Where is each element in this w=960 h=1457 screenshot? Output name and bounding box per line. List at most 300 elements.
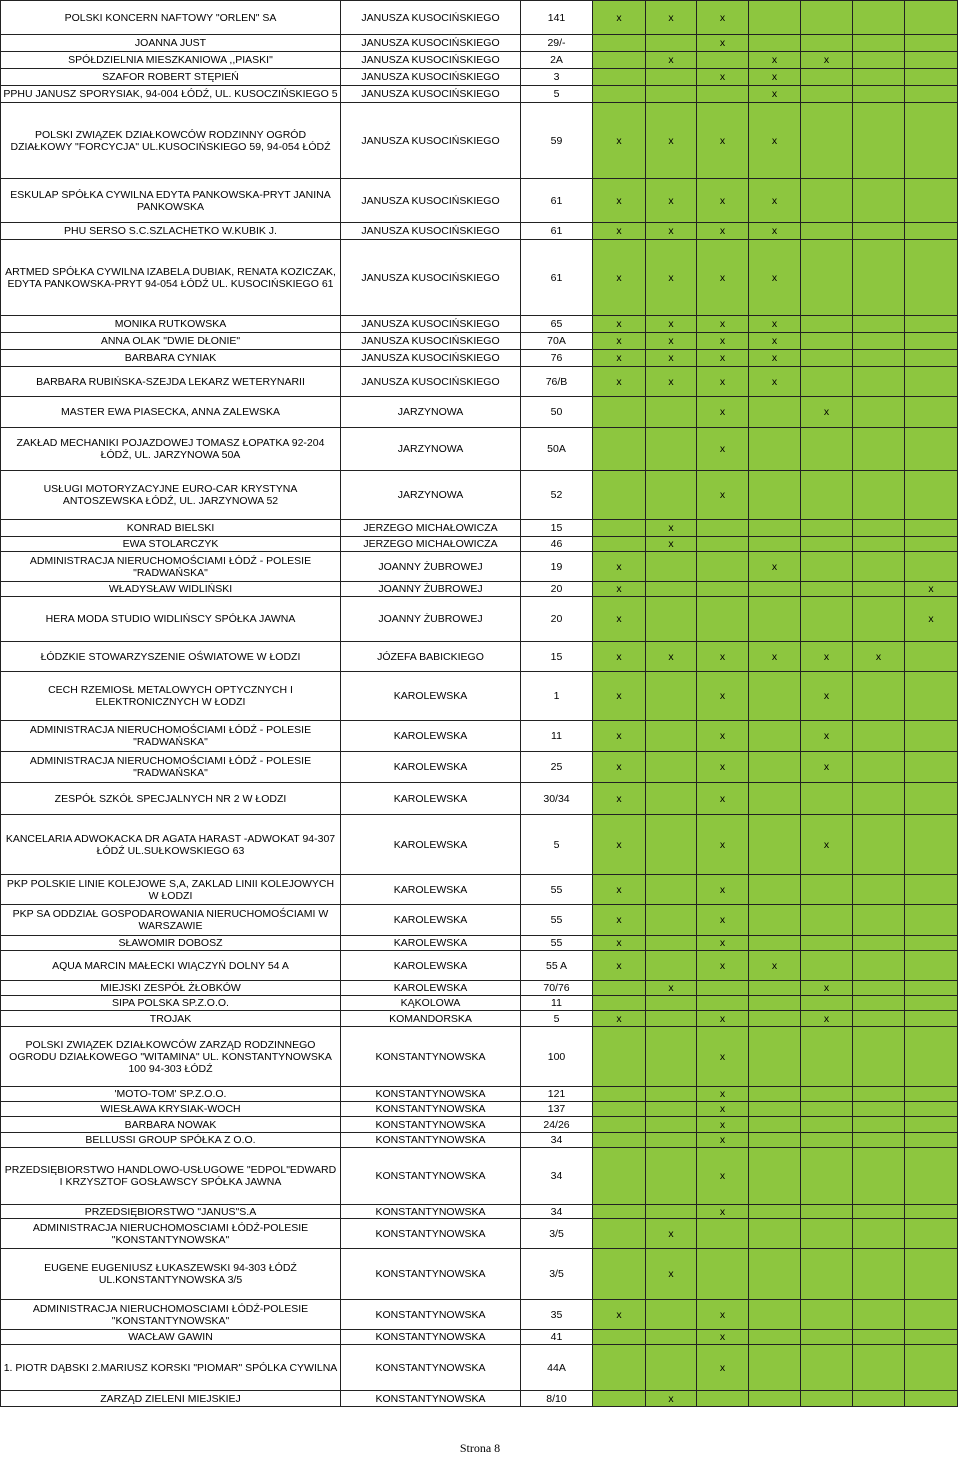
mark-cell (853, 367, 905, 397)
mark-cell (697, 537, 749, 552)
mark-cell (801, 1087, 853, 1102)
mark-cell: x (593, 179, 646, 223)
street-cell: KĄKOLOWA (341, 996, 521, 1011)
mark-cell (905, 1219, 958, 1249)
mark-cell (905, 537, 958, 552)
mark-cell (801, 240, 853, 316)
house-number-cell: 34 (521, 1205, 593, 1219)
table-row (1, 981, 958, 996)
entity-name-cell: PKP POLSKIE LINIE KOLEJOWE S,A, ZAKLAD LINII KOLEJOWYCH W ŁODZI (1, 875, 341, 905)
mark-cell (801, 1345, 853, 1391)
mark-cell: x (697, 1027, 749, 1087)
mark-cell (853, 350, 905, 367)
mark-cell (593, 520, 646, 537)
mark-cell (801, 367, 853, 397)
mark-cell (801, 316, 853, 333)
mark-cell (905, 815, 958, 875)
mark-cell (801, 1148, 853, 1205)
mark-cell: x (801, 672, 853, 721)
mark-cell (801, 428, 853, 471)
mark-cell (646, 1205, 697, 1219)
mark-cell (749, 1345, 801, 1391)
entity-name-cell: EUGENE EUGENIUSZ ŁUKASZEWSKI 94-303 ŁÓDŹ UL.KONSTANTYNOWSKA 3/5 (1, 1249, 341, 1300)
house-number-cell: 70A (521, 333, 593, 350)
table-row (1, 1148, 958, 1205)
mark-cell (801, 905, 853, 936)
mark-cell (593, 1087, 646, 1102)
mark-cell: x (801, 721, 853, 752)
mark-cell: x (593, 936, 646, 951)
mark-cell (853, 103, 905, 179)
mark-cell (801, 996, 853, 1011)
mark-cell (749, 1027, 801, 1087)
mark-cell (905, 1027, 958, 1087)
mark-cell (593, 471, 646, 520)
mark-cell (905, 240, 958, 316)
house-number-cell: 65 (521, 316, 593, 333)
mark-cell: x (646, 367, 697, 397)
mark-cell (749, 1102, 801, 1117)
entity-name-cell: ZAKŁAD MECHANIKI POJAZDOWEJ TOMASZ ŁOPATKA 92-204 ŁÓDŹ, UL. JARZYNOWA 50A (1, 428, 341, 471)
mark-cell (801, 1133, 853, 1148)
mark-cell: x (593, 103, 646, 179)
mark-cell (749, 905, 801, 936)
mark-cell (593, 52, 646, 69)
mark-cell: x (749, 223, 801, 240)
mark-cell (749, 428, 801, 471)
mark-cell: x (749, 316, 801, 333)
mark-cell (801, 1249, 853, 1300)
house-number-cell: 44A (521, 1345, 593, 1391)
house-number-cell: 15 (521, 642, 593, 672)
street-cell: JANUSZA KUSOCIŃSKIEGO (341, 52, 521, 69)
house-number-cell: 30/34 (521, 783, 593, 815)
mark-cell: x (749, 333, 801, 350)
mark-cell (853, 721, 905, 752)
mark-cell (905, 1117, 958, 1133)
street-cell: KOMANDORSKA (341, 1011, 521, 1027)
mark-cell (853, 783, 905, 815)
mark-cell (801, 223, 853, 240)
mark-cell (905, 471, 958, 520)
mark-cell: x (697, 1133, 749, 1148)
table-row (1, 537, 958, 552)
mark-cell (749, 597, 801, 642)
mark-cell: x (646, 179, 697, 223)
mark-cell (853, 333, 905, 350)
mark-cell (801, 86, 853, 103)
mark-cell (749, 996, 801, 1011)
street-cell: KAROLEWSKA (341, 815, 521, 875)
mark-cell: x (697, 69, 749, 86)
street-cell: JANUSZA KUSOCIŃSKIEGO (341, 316, 521, 333)
mark-cell (905, 752, 958, 783)
mark-cell: x (697, 1345, 749, 1391)
table-row (1, 783, 958, 815)
house-number-cell: 50 (521, 397, 593, 428)
mark-cell: x (801, 52, 853, 69)
entity-name-cell: SPÓŁDZIELNIA MIESZKANIOWA ,,PIASKI" (1, 52, 341, 69)
mark-cell (749, 1330, 801, 1345)
entity-name-cell: POLSKI ZWIĄZEK DZIAŁKOWCÓW ZARZĄD RODZINNEGO OGRODU DZIAŁKOWEGO "WITAMINA" UL. KONSTANTYNOWSKA 100 94-303 ŁÓDŹ (1, 1027, 341, 1087)
table-row (1, 996, 958, 1011)
mark-cell: x (801, 642, 853, 672)
mark-cell: x (749, 103, 801, 179)
mark-cell (853, 240, 905, 316)
street-cell: KONSTANTYNOWSKA (341, 1219, 521, 1249)
street-cell: JANUSZA KUSOCIŃSKIEGO (341, 350, 521, 367)
entity-name-cell: EWA STOLARCZYK (1, 537, 341, 552)
mark-cell (593, 1133, 646, 1148)
entity-name-cell: ŁÓDZKIE STOWARZYSZENIE OŚWIATOWE W ŁODZI (1, 642, 341, 672)
house-number-cell: 55 (521, 905, 593, 936)
mark-cell (646, 1027, 697, 1087)
mark-cell (905, 552, 958, 582)
mark-cell (905, 936, 958, 951)
street-cell: KONSTANTYNOWSKA (341, 1300, 521, 1330)
mark-cell: x (593, 752, 646, 783)
mark-cell: x (749, 552, 801, 582)
house-number-cell: 76 (521, 350, 593, 367)
house-number-cell: 20 (521, 582, 593, 597)
mark-cell (853, 1219, 905, 1249)
mark-cell (801, 1102, 853, 1117)
table-row (1, 1087, 958, 1102)
house-number-cell: 59 (521, 103, 593, 179)
mark-cell: x (853, 642, 905, 672)
table-row (1, 1011, 958, 1027)
mark-cell (905, 642, 958, 672)
mark-cell: x (646, 223, 697, 240)
entity-name-cell: ADMINISTRACJA NIERUCHOMOŚCIAMI ŁÓDŹ - POLESIE "RADWAŃSKA" (1, 721, 341, 752)
mark-cell (646, 815, 697, 875)
table-row (1, 597, 958, 642)
mark-cell (749, 721, 801, 752)
entity-name-cell: KONRAD BIELSKI (1, 520, 341, 537)
mark-cell (853, 1027, 905, 1087)
mark-cell: x (697, 471, 749, 520)
house-number-cell: 61 (521, 223, 593, 240)
table-row (1, 875, 958, 905)
mark-cell (646, 397, 697, 428)
mark-cell (801, 783, 853, 815)
street-cell: JANUSZA KUSOCIŃSKIEGO (341, 333, 521, 350)
entity-name-cell: ADMINISTRACJA NIERUCHOMOŚCIAMI ŁÓDŹ - POLESIE "RADWAŃSKA" (1, 752, 341, 783)
table-row (1, 721, 958, 752)
house-number-cell: 61 (521, 179, 593, 223)
entity-name-cell: WACŁAW GAWIN (1, 1330, 341, 1345)
house-number-cell: 55 (521, 875, 593, 905)
mark-cell (593, 428, 646, 471)
house-number-cell: 41 (521, 1330, 593, 1345)
mark-cell (801, 1391, 853, 1407)
mark-cell (905, 69, 958, 86)
mark-cell: x (593, 333, 646, 350)
table-row (1, 520, 958, 537)
mark-cell (853, 1117, 905, 1133)
house-number-cell: 5 (521, 1011, 593, 1027)
mark-cell: x (801, 815, 853, 875)
mark-cell (646, 721, 697, 752)
entity-name-cell: ADMINISTRACJA NIERUCHOMOSCIAMI ŁÓDŹ-POLESIE "KONSTANTYNOWSKA" (1, 1219, 341, 1249)
table-row (1, 367, 958, 397)
table-row (1, 86, 958, 103)
street-cell: JARZYNOWA (341, 397, 521, 428)
mark-cell (749, 1391, 801, 1407)
entity-name-cell: ARTMED SPÓŁKA CYWILNA IZABELA DUBIAK, RENATA KOZICZAK, EDYTA PANKOWSKA-PRYT 94-054 ŁÓDŹ UL. KUSOCIŃSKIEGO 61 (1, 240, 341, 316)
mark-cell: x (593, 721, 646, 752)
mark-cell: x (646, 1219, 697, 1249)
mark-cell (905, 333, 958, 350)
entity-name-cell: POLSKI ZWIĄZEK DZIAŁKOWCÓW RODZINNY OGRÓD DZIAŁKOWY "FORCYCJA" UL.KUSOCIŃSKIEGO 59, 94-054 ŁÓDŹ (1, 103, 341, 179)
entity-name-cell: TROJAK (1, 1011, 341, 1027)
house-number-cell: 5 (521, 815, 593, 875)
table-row (1, 1300, 958, 1330)
mark-cell (801, 350, 853, 367)
mark-cell (593, 1102, 646, 1117)
mark-cell (697, 981, 749, 996)
mark-cell (853, 69, 905, 86)
mark-cell: x (593, 223, 646, 240)
house-number-cell: 137 (521, 1102, 593, 1117)
mark-cell (646, 1300, 697, 1330)
table-row (1, 936, 958, 951)
table-row (1, 397, 958, 428)
entity-name-cell: JOANNA JUST (1, 35, 341, 52)
mark-cell (905, 996, 958, 1011)
mark-cell (646, 1011, 697, 1027)
mark-cell (646, 672, 697, 721)
mark-cell: x (697, 1011, 749, 1027)
mark-cell (646, 1117, 697, 1133)
table-row (1, 815, 958, 875)
mark-cell: x (593, 1300, 646, 1330)
mark-cell: x (697, 1148, 749, 1205)
mark-cell (853, 672, 905, 721)
mark-cell (646, 905, 697, 936)
mark-cell (905, 905, 958, 936)
mark-cell (646, 1345, 697, 1391)
entity-name-cell: WŁADYSŁAW WIDLIŃSKI (1, 582, 341, 597)
street-cell: JARZYNOWA (341, 471, 521, 520)
mark-cell: x (905, 582, 958, 597)
entity-name-cell: SZAFOR ROBERT STĘPIEŃ (1, 69, 341, 86)
mark-cell (646, 471, 697, 520)
table-row (1, 428, 958, 471)
mark-cell (801, 35, 853, 52)
mark-cell (801, 552, 853, 582)
mark-cell (905, 875, 958, 905)
street-cell: JANUSZA KUSOCIŃSKIEGO (341, 223, 521, 240)
mark-cell: x (593, 815, 646, 875)
mark-cell (853, 936, 905, 951)
mark-cell (801, 1205, 853, 1219)
mark-cell (749, 875, 801, 905)
mark-cell (749, 1249, 801, 1300)
house-number-cell: 3/5 (521, 1219, 593, 1249)
mark-cell (853, 397, 905, 428)
entity-name-cell: HERA MODA STUDIO WIDLIŃSCY SPÓŁKA JAWNA (1, 597, 341, 642)
entity-name-cell: PKP SA ODDZIAŁ GOSPODAROWANIA NIERUCHOMOŚCIAMI W WARSZAWIE (1, 905, 341, 936)
table-row (1, 552, 958, 582)
table-row (1, 905, 958, 936)
mark-cell (905, 951, 958, 981)
mark-cell (801, 1219, 853, 1249)
mark-cell (646, 69, 697, 86)
mark-cell: x (697, 1087, 749, 1102)
entity-name-cell: BARBARA RUBIŃSKA-SZEJDA LEKARZ WETERYNARII (1, 367, 341, 397)
mark-cell (853, 471, 905, 520)
street-cell: JOANNY ŻUBROWEJ (341, 582, 521, 597)
mark-cell (905, 672, 958, 721)
mark-cell (749, 752, 801, 783)
street-cell: JANUSZA KUSOCIŃSKIEGO (341, 179, 521, 223)
street-cell: JARZYNOWA (341, 428, 521, 471)
mark-cell: x (593, 316, 646, 333)
mark-cell: x (697, 333, 749, 350)
mark-cell: x (749, 951, 801, 981)
mark-cell (853, 1011, 905, 1027)
mark-cell (801, 875, 853, 905)
mark-cell (593, 1205, 646, 1219)
mark-cell (697, 1219, 749, 1249)
mark-cell (905, 367, 958, 397)
mark-cell (593, 1391, 646, 1407)
mark-cell: x (697, 1, 749, 35)
mark-cell: x (697, 1300, 749, 1330)
mark-cell (749, 1148, 801, 1205)
mark-cell: x (749, 240, 801, 316)
house-number-cell: 24/26 (521, 1117, 593, 1133)
entity-name-cell: USŁUGI MOTORYZACYJNE EURO-CAR KRYSTYNA ANTOSZEWSKA ŁÓDŹ, UL. JARZYNOWA 52 (1, 471, 341, 520)
street-cell: JANUSZA KUSOCIŃSKIEGO (341, 103, 521, 179)
mark-cell (593, 69, 646, 86)
house-number-cell: 76/B (521, 367, 593, 397)
table-row (1, 223, 958, 240)
entity-name-cell: ADMINISTRACJA NIERUCHOMOSCIAMI ŁÓDŹ-POLESIE "KONSTANTYNOWSKA" (1, 1300, 341, 1330)
house-number-cell: 46 (521, 537, 593, 552)
mark-cell: x (697, 397, 749, 428)
street-cell: JERZEGO MICHAŁOWICZA (341, 537, 521, 552)
street-cell: KAROLEWSKA (341, 875, 521, 905)
mark-cell (905, 1249, 958, 1300)
mark-cell (749, 35, 801, 52)
entity-name-cell: PHU SERSO S.C.SZLACHETKO W.KUBIK J. (1, 223, 341, 240)
street-cell: KAROLEWSKA (341, 721, 521, 752)
mark-cell: x (646, 52, 697, 69)
house-number-cell: 100 (521, 1027, 593, 1087)
mark-cell (853, 1249, 905, 1300)
house-number-cell: 3/5 (521, 1249, 593, 1300)
mark-cell: x (646, 981, 697, 996)
mark-cell (593, 1148, 646, 1205)
mark-cell: x (697, 815, 749, 875)
mark-cell (853, 752, 905, 783)
entity-name-cell: ESKULAP SPÓŁKA CYWILNA EDYTA PANKOWSKA-PRYT JANINA PANKOWSKA (1, 179, 341, 223)
entity-name-cell: MONIKA RUTKOWSKA (1, 316, 341, 333)
mark-cell (749, 1219, 801, 1249)
street-cell: JANUSZA KUSOCIŃSKIEGO (341, 1, 521, 35)
mark-cell (801, 537, 853, 552)
house-number-cell: 35 (521, 1300, 593, 1330)
mark-cell (646, 86, 697, 103)
mark-cell (853, 996, 905, 1011)
mark-cell (905, 35, 958, 52)
mark-cell (801, 951, 853, 981)
mark-cell: x (749, 86, 801, 103)
street-cell: KONSTANTYNOWSKA (341, 1087, 521, 1102)
street-cell: JANUSZA KUSOCIŃSKIEGO (341, 240, 521, 316)
mark-cell (593, 981, 646, 996)
street-cell: JERZEGO MICHAŁOWICZA (341, 520, 521, 537)
mark-cell: x (697, 223, 749, 240)
mark-cell: x (646, 537, 697, 552)
mark-cell: x (697, 240, 749, 316)
mark-cell: x (749, 69, 801, 86)
mark-cell (801, 69, 853, 86)
mark-cell: x (593, 905, 646, 936)
house-number-cell: 34 (521, 1133, 593, 1148)
mark-cell (905, 179, 958, 223)
street-cell: JOANNY ŻUBROWEJ (341, 552, 521, 582)
mark-cell (853, 981, 905, 996)
entity-name-cell: SIPA POLSKA SP.Z.O.O. (1, 996, 341, 1011)
table-row (1, 672, 958, 721)
mark-cell (749, 1087, 801, 1102)
mark-cell (853, 1330, 905, 1345)
mark-cell (801, 103, 853, 179)
mark-cell (853, 52, 905, 69)
mark-cell: x (646, 350, 697, 367)
mark-cell: x (697, 103, 749, 179)
mark-cell (749, 471, 801, 520)
house-number-cell: 11 (521, 721, 593, 752)
table-row (1, 333, 958, 350)
mark-cell: x (697, 875, 749, 905)
mark-cell (801, 582, 853, 597)
street-cell: KONSTANTYNOWSKA (341, 1027, 521, 1087)
house-number-cell: 70/76 (521, 981, 593, 996)
mark-cell: x (593, 350, 646, 367)
mark-cell: x (697, 179, 749, 223)
mark-cell: x (905, 597, 958, 642)
mark-cell (801, 520, 853, 537)
mark-cell (853, 86, 905, 103)
mark-cell (853, 597, 905, 642)
street-cell: KONSTANTYNOWSKA (341, 1330, 521, 1345)
entity-name-cell: BARBARA NOWAK (1, 1117, 341, 1133)
street-cell: KAROLEWSKA (341, 752, 521, 783)
street-cell: KONSTANTYNOWSKA (341, 1205, 521, 1219)
street-cell: KAROLEWSKA (341, 905, 521, 936)
house-number-cell: 11 (521, 996, 593, 1011)
mark-cell (646, 752, 697, 783)
house-number-cell: 55 (521, 936, 593, 951)
house-number-cell: 15 (521, 520, 593, 537)
table-row (1, 1205, 958, 1219)
street-cell: KAROLEWSKA (341, 951, 521, 981)
entity-name-cell: ADMINISTRACJA NIERUCHOMOŚCIAMI ŁÓDŹ - POLESIE "RADWAŃSKA" (1, 552, 341, 582)
mark-cell: x (697, 951, 749, 981)
mark-cell: x (646, 1391, 697, 1407)
house-number-cell: 1 (521, 672, 593, 721)
mark-cell: x (646, 520, 697, 537)
mark-cell (697, 996, 749, 1011)
house-number-cell: 5 (521, 86, 593, 103)
house-number-cell: 19 (521, 552, 593, 582)
mark-cell: x (697, 1117, 749, 1133)
mark-cell: x (593, 642, 646, 672)
